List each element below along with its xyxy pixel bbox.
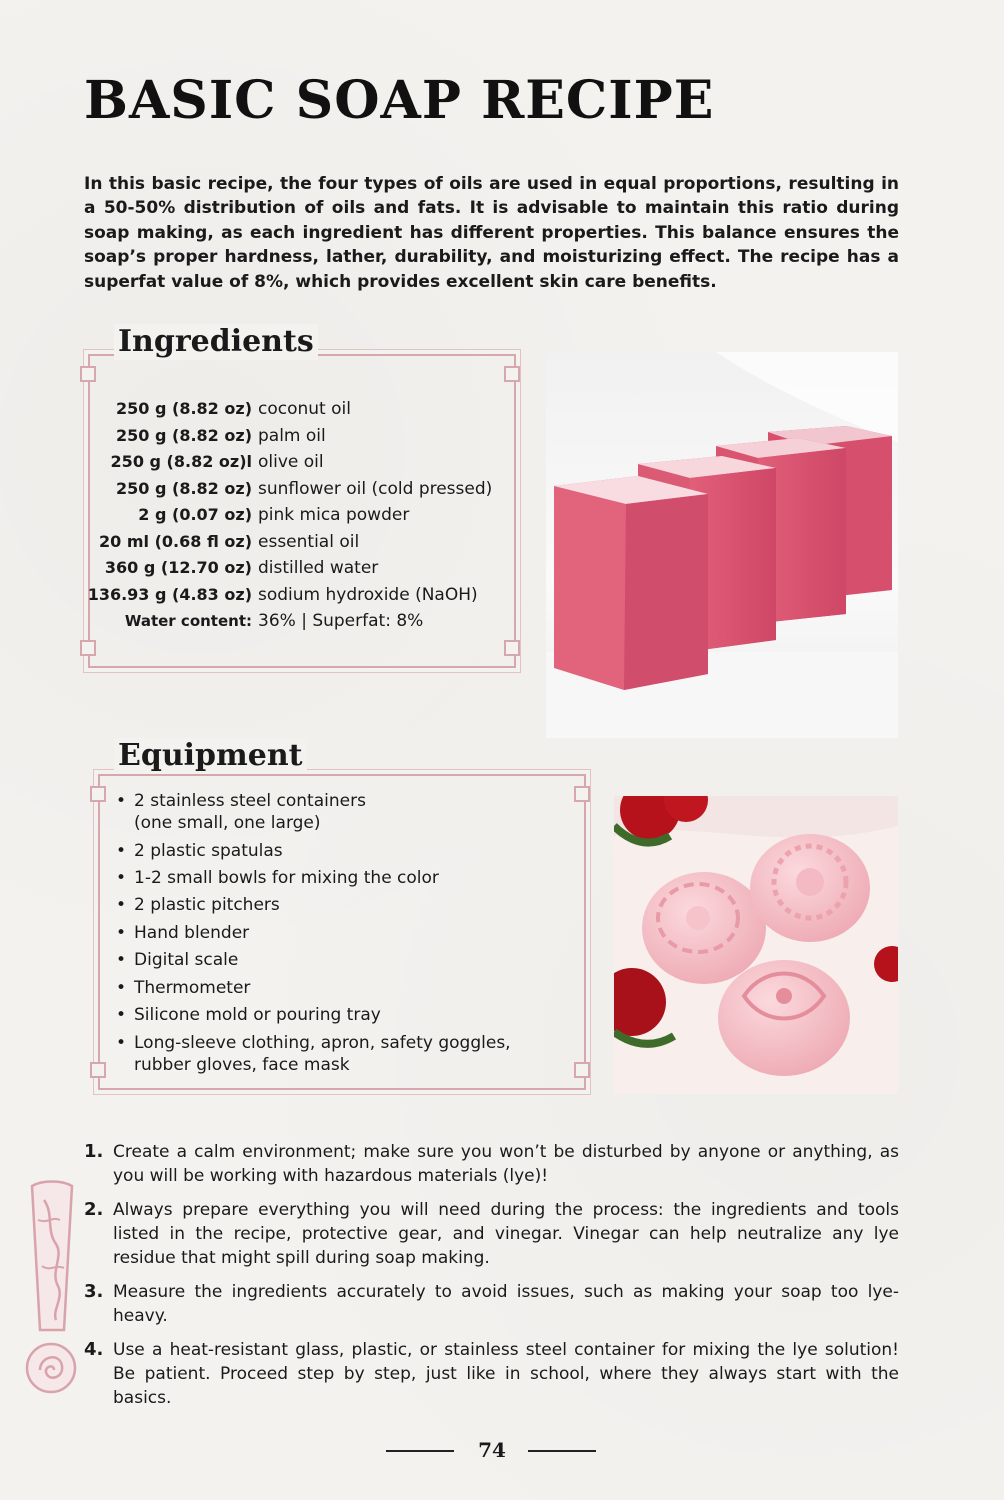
frame-corner-ornament xyxy=(574,786,590,802)
frame-corner-ornament xyxy=(504,366,520,382)
step-number: 3. xyxy=(84,1281,104,1302)
frame-corner-ornament xyxy=(80,640,96,656)
water-content-row xyxy=(0,608,424,634)
ingredient-name: pink mica powder xyxy=(258,505,410,525)
footer-rule-left xyxy=(386,1450,454,1452)
equipment-list xyxy=(114,790,574,1080)
ingredient-quantity: 250 g (8.82 oz) xyxy=(116,478,252,498)
ingredient-quantity: 250 g (8.82 oz) xyxy=(116,425,252,445)
frame-corner-ornament xyxy=(80,366,96,382)
ingredients-heading: Ingredients xyxy=(114,324,318,360)
ingredient-name: distilled water xyxy=(258,558,379,578)
ingredient-quantity: 250 g (8.82 oz)l xyxy=(110,452,252,471)
ingredient-name: sunflower oil (cold pressed) xyxy=(258,478,493,499)
ingredient-quantity: 2 g (0.07 oz) xyxy=(138,505,252,524)
water-content-value: 36% | Superfat: 8% xyxy=(258,611,424,631)
ornamental-exclamation-icon xyxy=(24,1180,78,1402)
page-title: BASIC SOAP RECIPE xyxy=(84,70,715,131)
ingredient-row xyxy=(0,502,420,528)
ingredient-row xyxy=(0,529,420,555)
ingredient-row xyxy=(0,555,420,581)
intro-paragraph: In this basic recipe, the four types of oils are used in equal proportions, resulting in a 50-50% distribution of oils and fats. It is advisable to maintain this ratio during soap making, as each ingredient has different properties. This balance ensures the soap’s proper hardness, lather, durability, and moisturizing effect. The recipe has a superfat value of 8%, which provides excellent skin care benefits. xyxy=(84,174,899,292)
equipment-item: • Long-sleeve clothing, apron, safety goggles, rubber gloves, face mask xyxy=(114,1032,554,1076)
footer-rule-right xyxy=(528,1450,596,1452)
ingredient-quantity: 20 ml (0.68 fl oz) xyxy=(99,531,252,551)
ingredients-list xyxy=(0,396,520,636)
equipment-item: • Digital scale xyxy=(114,949,574,971)
equipment-heading: Equipment xyxy=(114,738,307,774)
ingredient-quantity: 250 g (8.82 oz) xyxy=(116,399,252,418)
step-number: 4. xyxy=(84,1339,104,1360)
equipment-item: • Thermometer xyxy=(114,977,574,999)
ingredient-quantity: 136.93 g (4.83 oz) xyxy=(87,584,252,604)
ingredient-quantity: 360 g (12.70 oz) xyxy=(104,558,252,577)
soap-bars-photo xyxy=(546,352,898,738)
step-text: Measure the ingredients accurately to avoid issues, such as making your soap too lye-heavy. xyxy=(113,1282,899,1326)
ingredient-name: coconut oil xyxy=(258,399,351,419)
ingredient-row xyxy=(0,396,420,422)
step-text: Create a calm environment; make sure you won’t be disturbed by anyone or anything, as you will be working with hazardous materials (lye)! xyxy=(113,1142,899,1186)
ingredient-row xyxy=(0,476,493,502)
equipment-item: • 2 plastic pitchers xyxy=(114,894,574,916)
ingredient-name: palm oil xyxy=(258,425,326,446)
frame-corner-ornament xyxy=(90,1062,106,1078)
soap-bars-illustration xyxy=(546,352,898,738)
equipment-item: • 2 stainless steel containers (one small, one large) xyxy=(114,790,394,834)
equipment-item: • Silicone mold or pouring tray xyxy=(114,1004,574,1026)
ingredient-row xyxy=(0,449,420,475)
frame-corner-ornament xyxy=(90,786,106,802)
step-text: Use a heat-resistant glass, plastic, or stainless steel container for mixing the lye solution! Be patient. Proceed step by step, just like in school, where they always start with the basics. xyxy=(113,1340,899,1408)
ingredient-row xyxy=(0,423,420,449)
step-text: Always prepare everything you will need during the process: the ingredients and tools listed in the recipe, protective gear, and vinegar. Vinegar can help neutralize any lye residue that might spill during soap making. xyxy=(113,1200,899,1268)
frame-corner-ornament xyxy=(574,1062,590,1078)
step-number: 1. xyxy=(84,1141,104,1162)
equipment-item: • Hand blender xyxy=(114,922,574,944)
water-content-label: Water content: xyxy=(124,612,252,630)
frame-corner-ornament xyxy=(504,640,520,656)
round-soaps-illustration xyxy=(614,796,898,1094)
ingredient-name: sodium hydroxide (NaOH) xyxy=(258,584,478,605)
page-number: 74 xyxy=(478,1438,506,1462)
ingredient-name: olive oil xyxy=(258,452,324,472)
equipment-item: • 2 plastic spatulas xyxy=(114,840,574,862)
equipment-item: • 1-2 small bowls for mixing the color xyxy=(114,867,574,889)
step-number: 2. xyxy=(84,1199,104,1220)
ingredient-row xyxy=(0,582,478,608)
round-soaps-photo xyxy=(614,796,898,1094)
ingredient-name: essential oil xyxy=(258,531,360,552)
